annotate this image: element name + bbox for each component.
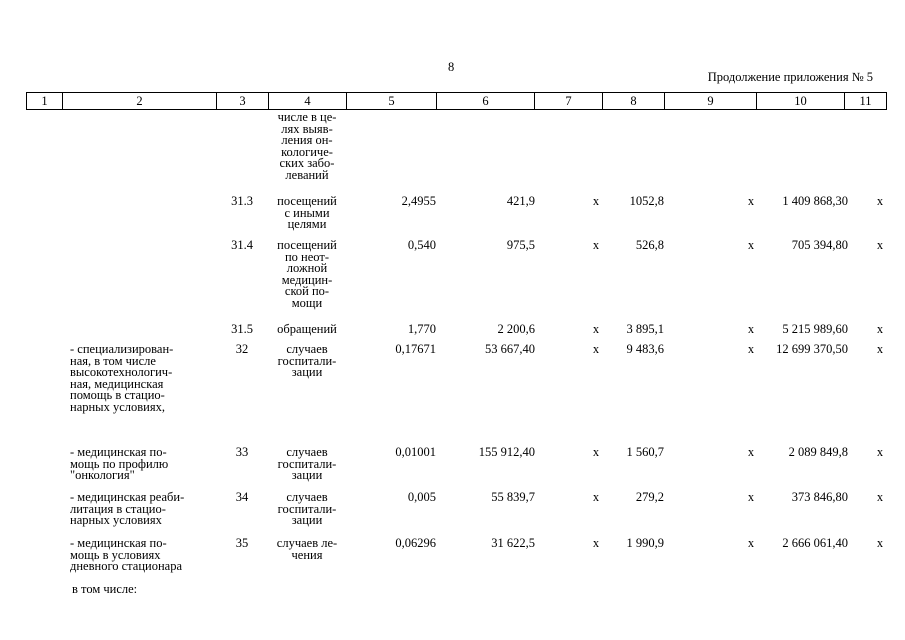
- col9-cell: х: [747, 322, 755, 336]
- cost-cell: 975,5: [506, 238, 535, 252]
- col7-cell: х: [592, 342, 600, 356]
- header-col-10: 10: [757, 93, 845, 109]
- col10-cell: 12 699 370,50: [776, 342, 848, 356]
- header-col-5: 5: [347, 93, 437, 109]
- unit-cell: посещений по неот- ложной медицин- ской по- мощи: [277, 238, 337, 310]
- row-number-cell: 31.5: [231, 322, 253, 336]
- header-col-8: 8: [603, 93, 665, 109]
- row-number-cell: 31.3: [231, 194, 253, 208]
- col11-cell: х: [876, 322, 884, 336]
- col9-cell: х: [747, 445, 755, 459]
- col9-cell: х: [747, 536, 755, 550]
- unit-cell: случаев ле- чения: [276, 536, 338, 562]
- norm-cell: 0,17671: [395, 342, 436, 356]
- col10-cell: 1 409 868,30: [782, 194, 848, 208]
- header-col-3: 3: [217, 93, 269, 109]
- col8-cell: 9 483,6: [626, 342, 664, 356]
- col11-cell: х: [876, 445, 884, 459]
- col9-cell: х: [747, 342, 755, 356]
- row-number-cell: 35: [235, 536, 249, 550]
- header-col-2: 2: [63, 93, 217, 109]
- col11-cell: х: [876, 536, 884, 550]
- table-header: [26, 92, 887, 110]
- col7-cell: х: [592, 536, 600, 550]
- row-number-cell: 33: [235, 445, 249, 459]
- page-number: 8: [448, 60, 455, 74]
- col7-cell: х: [592, 194, 600, 208]
- description-cell: - медицинская по- мощь по профилю "онкология": [70, 445, 169, 482]
- col8-cell: 526,8: [635, 238, 664, 252]
- col9-cell: х: [747, 238, 755, 252]
- norm-cell: 0,01001: [395, 445, 436, 459]
- cost-cell: 421,9: [506, 194, 535, 208]
- unit-cell: числе в це- лях выяв- ления он- кологиче- ских забо- леваний: [277, 110, 337, 182]
- unit-cell: посещений с иными целями: [277, 194, 337, 231]
- row-number-cell: 32: [235, 342, 249, 356]
- col11-cell: х: [876, 342, 884, 356]
- col7-cell: х: [592, 238, 600, 252]
- col7-cell: х: [592, 445, 600, 459]
- header-col-11: 11: [859, 94, 872, 108]
- col8-cell: 279,2: [635, 490, 664, 504]
- header-col-7: 7: [535, 93, 603, 109]
- col7-cell: х: [592, 490, 600, 504]
- row-number-cell: 34: [235, 490, 249, 504]
- col10-cell: 705 394,80: [791, 238, 848, 252]
- continuation-label: Продолжение приложения № 5: [707, 70, 873, 84]
- row-number-cell: 31.4: [231, 238, 253, 252]
- col11-cell: х: [876, 238, 884, 252]
- col10-cell: 2 089 849,8: [788, 445, 848, 459]
- cost-cell: 2 200,6: [497, 322, 535, 336]
- unit-cell: случаев госпитали- зации: [277, 342, 337, 379]
- col10-cell: 373 846,80: [791, 490, 848, 504]
- norm-cell: 0,005: [407, 490, 436, 504]
- header-col-6: 6: [437, 93, 535, 109]
- col8-cell: 1 990,9: [626, 536, 664, 550]
- description-cell: - специализирован- ная, в том числе высокотехнологич- ная, медицинская помощь в стацио- нарных условиях,: [70, 342, 174, 414]
- unit-cell: случаев госпитали- зации: [277, 490, 337, 527]
- col10-cell: 5 215 989,60: [782, 322, 848, 336]
- description-cell: - медицинская по- мощь в условиях дневного стационара: [70, 536, 183, 573]
- col11-cell: х: [876, 490, 884, 504]
- cost-cell: 31 622,5: [491, 536, 535, 550]
- cost-cell: 155 912,40: [478, 445, 535, 459]
- header-col-9: 9: [665, 93, 757, 109]
- cost-cell: 53 667,40: [485, 342, 535, 356]
- col11-cell: х: [876, 194, 884, 208]
- norm-cell: 1,770: [407, 322, 436, 336]
- col9-cell: х: [747, 490, 755, 504]
- unit-cell: случаев госпитали- зации: [277, 445, 337, 482]
- norm-cell: 0,540: [407, 238, 436, 252]
- col8-cell: 3 895,1: [626, 322, 664, 336]
- col7-cell: х: [592, 322, 600, 336]
- col8-cell: 1052,8: [629, 194, 664, 208]
- col9-cell: х: [747, 194, 755, 208]
- norm-cell: 0,06296: [395, 536, 436, 550]
- header-col-4: 4: [269, 93, 347, 109]
- unit-cell: обращений: [277, 322, 337, 336]
- header-col-1: 1: [27, 93, 63, 109]
- cost-cell: 55 839,7: [491, 490, 535, 504]
- col8-cell: 1 560,7: [626, 445, 664, 459]
- col10-cell: 2 666 061,40: [782, 536, 848, 550]
- norm-cell: 2,4955: [401, 194, 436, 208]
- description-cell: - медицинская реаби- литация в стацио- нарных условиях: [70, 490, 185, 527]
- footer-note: в том числе:: [72, 582, 138, 596]
